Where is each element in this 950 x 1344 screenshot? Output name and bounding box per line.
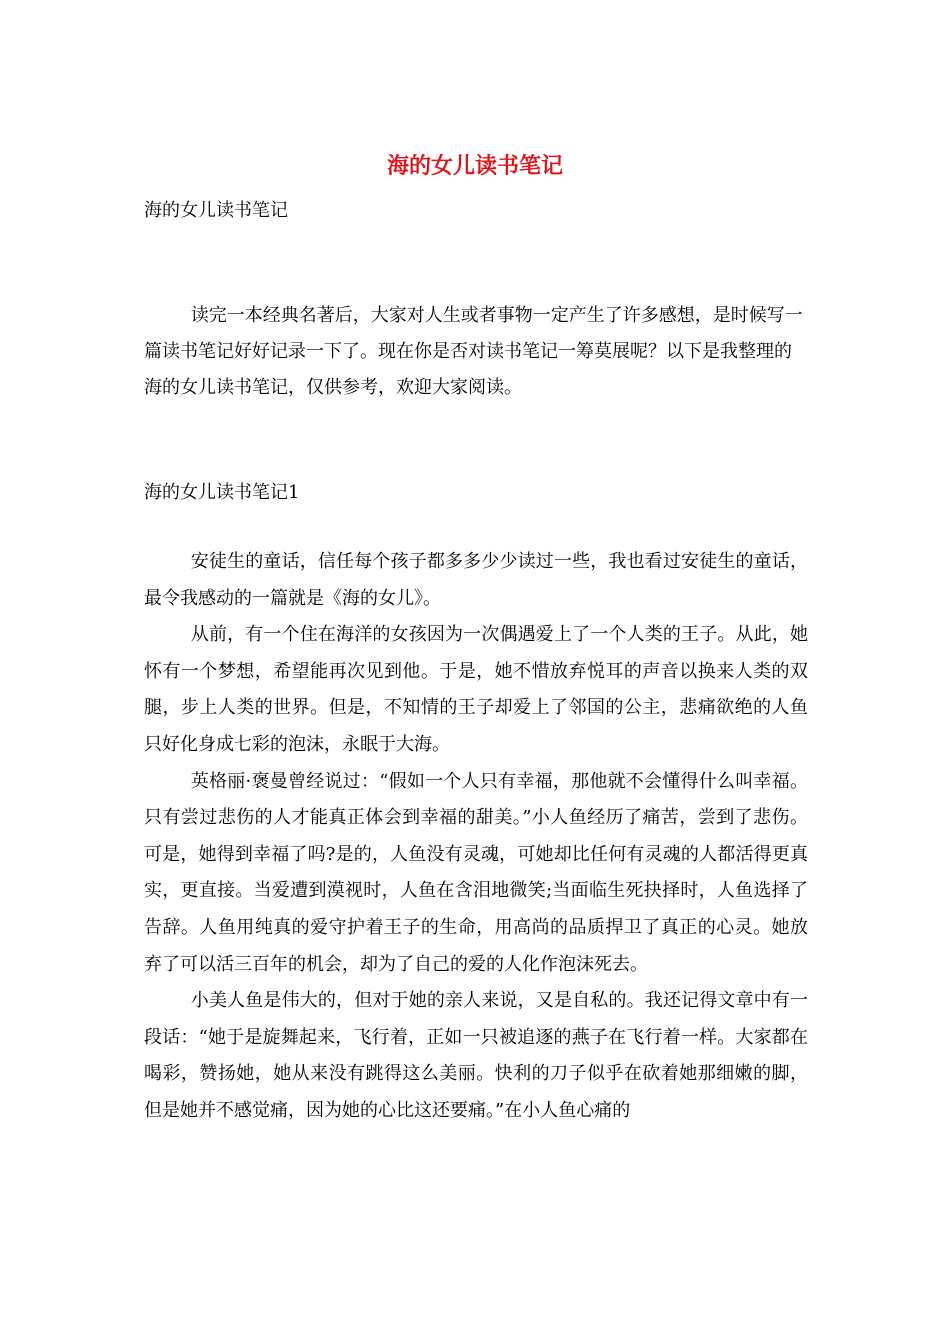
body-paragraph: 从前，有一个住在海洋的女孩因为一次偶遇爱上了一个人类的王子。从此，她怀有一个梦想，希望能再次见到他。于是，她不惜放弃悦耳的声音以换来人类的双腿，步上人类的世界。但是，不知情的王子却爱上了邻国的公主，悲痛欲绝的人鱼只好化身成七彩的泡沫，永眠于大海。 — [144, 624, 808, 755]
intro-paragraph: 读完一本经典名著后，大家对人生或者事物一定产生了许多感想，是时候写一篇读书笔记好好记录一下了。现在你是否对读书笔记一筹莫展呢？以下是我整理的海的女儿读书笔记，仅供参考，欢迎大家阅读。 — [144, 305, 803, 398]
body-paragraph: 安徒生的童话，信任每个孩子都多多少少读过一些，我也看过安徒生的童话，最令我感动的一篇就是《海的女儿》。 — [144, 551, 808, 609]
body-paragraph: 英格丽·褒曼曾经说过：“假如一个人只有幸福，那他就不会懂得什么叫幸福。只有尝过悲伤的人才能真正体会到幸福的甜美。”小人鱼经历了痛苦，尝到了悲伤。可是，她得到幸福了吗?是的，人鱼没有灵魂，可她却比任何有灵魂的人都活得更真实，更直接。当爱遭到漠视时，人鱼在含泪地微笑;当面临生死抉择时，人鱼选择了告辞。人鱼用纯真的爱守护着王子的生命，用高尚的品质捍卫了真正的心灵。她放弃了可以活三百年的机会，却为了自己的爱的人化作泡沫死去。 — [144, 770, 808, 975]
body-text — [144, 544, 808, 1130]
body-paragraph: 小美人鱼是伟大的，但对于她的亲人来说，又是自私的。我还记得文章中有一段话：“她于是旋舞起来，飞行着，正如一只被追逐的燕子在飞行着一样。大家都在喝彩，赞扬她，她从来没有跳得这么美丽。快利的刀子似乎在砍着她那细嫩的脚，但是她并不感觉痛，因为她的心比这还要痛。”在小人鱼心痛的 — [144, 990, 808, 1121]
section-heading: 海的女儿读书笔记1 — [144, 482, 300, 503]
document-title: 海的女儿读书笔记 — [386, 153, 563, 179]
document-subtitle: 海的女儿读书笔记 — [144, 200, 288, 221]
